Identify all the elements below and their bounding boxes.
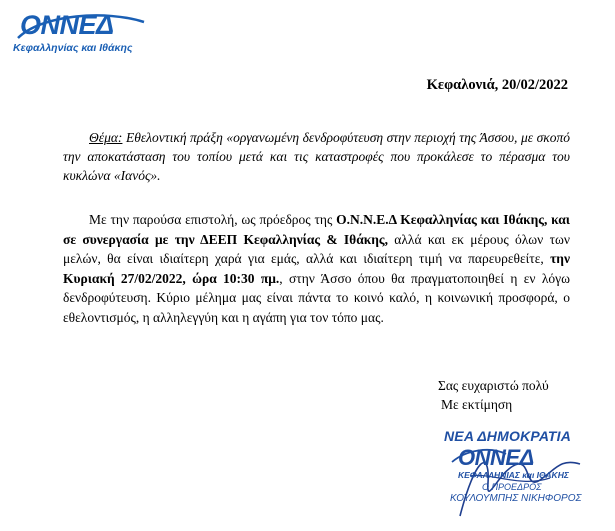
official-stamp xyxy=(430,428,605,528)
onned-logo xyxy=(12,10,152,60)
body-text-3: , στην Άσσο όπου θα πραγματοποιηθεί η εν λόγω δενδροφύτευση. Κύριο μέλημα μας είναι πάντα το κοινό καλό, η κοινωνική προσφορά, ο εθελοντισμός, η αλληλεγγύη και η αγάπη για τον τόπο μας. xyxy=(63,270,570,325)
stamp-party-name: ΝΕΑ ΔΗΜΟΚΡΑΤΙΑ xyxy=(444,428,572,444)
body-bold-2: την Κυριακή 27/02/2022, ώρα 10:30 πμ. xyxy=(63,251,570,286)
stamp-title: Ο ΠΡΟΕΔΡΟΣ xyxy=(482,482,542,492)
closing-thanks: Σας ευχαριστώ πολύ xyxy=(438,378,549,393)
closing-regards: Με εκτίμηση xyxy=(441,397,513,412)
letter-subject xyxy=(63,128,570,185)
stamp-org-wordmark: ΟΝΝΕΔ xyxy=(458,445,534,470)
logo-subtitle: Κεφαλληνίας και Ιθάκης xyxy=(13,42,133,54)
body-text-1: Με την παρούσα επιστολή, ως πρόεδρος της xyxy=(89,212,337,227)
letter-body xyxy=(63,210,570,327)
logo-wordmark: ΟΝΝΕΔ xyxy=(20,10,114,40)
letter-closing xyxy=(438,376,549,414)
body-bold-1: Ο.Ν.Ν.Ε.Δ Κεφαλληνίας και Ιθάκης, και σε συνεργασία με την ΔΕΕΠ Κεφαλληνίας & Ιθάκης, xyxy=(63,212,570,247)
subject-text: Εθελοντική πράξη «οργανωμένη δενδροφύτευση στην περιοχή της Άσσου, με σκοπό την αποκατάσταση του τοπίου μετά και τις καταστροφές που προκάλεσε το πέρασμα του κυκλώνα «Ιανός». xyxy=(63,130,570,183)
body-text-2: αλλά και εκ μέρους όλων των μελών, θα είναι ιδιαίτερη χαρά για εμάς, αλλά και ιδιαίτερη τιμή να παρευρεθείτε, xyxy=(63,231,570,266)
subject-label: Θέμα: xyxy=(89,130,123,145)
stamp-signatory-name: ΚΟΥΛΟΥΜΠΗΣ ΝΙΚΗΦΟΡΟΣ xyxy=(450,493,582,504)
letter-date: Κεφαλονιά, 20/02/2022 xyxy=(426,77,568,93)
stamp-region: ΚΕΦΑΛΛΗΝΙΑΣ και ΙΘΑΚΗΣ xyxy=(458,470,569,480)
